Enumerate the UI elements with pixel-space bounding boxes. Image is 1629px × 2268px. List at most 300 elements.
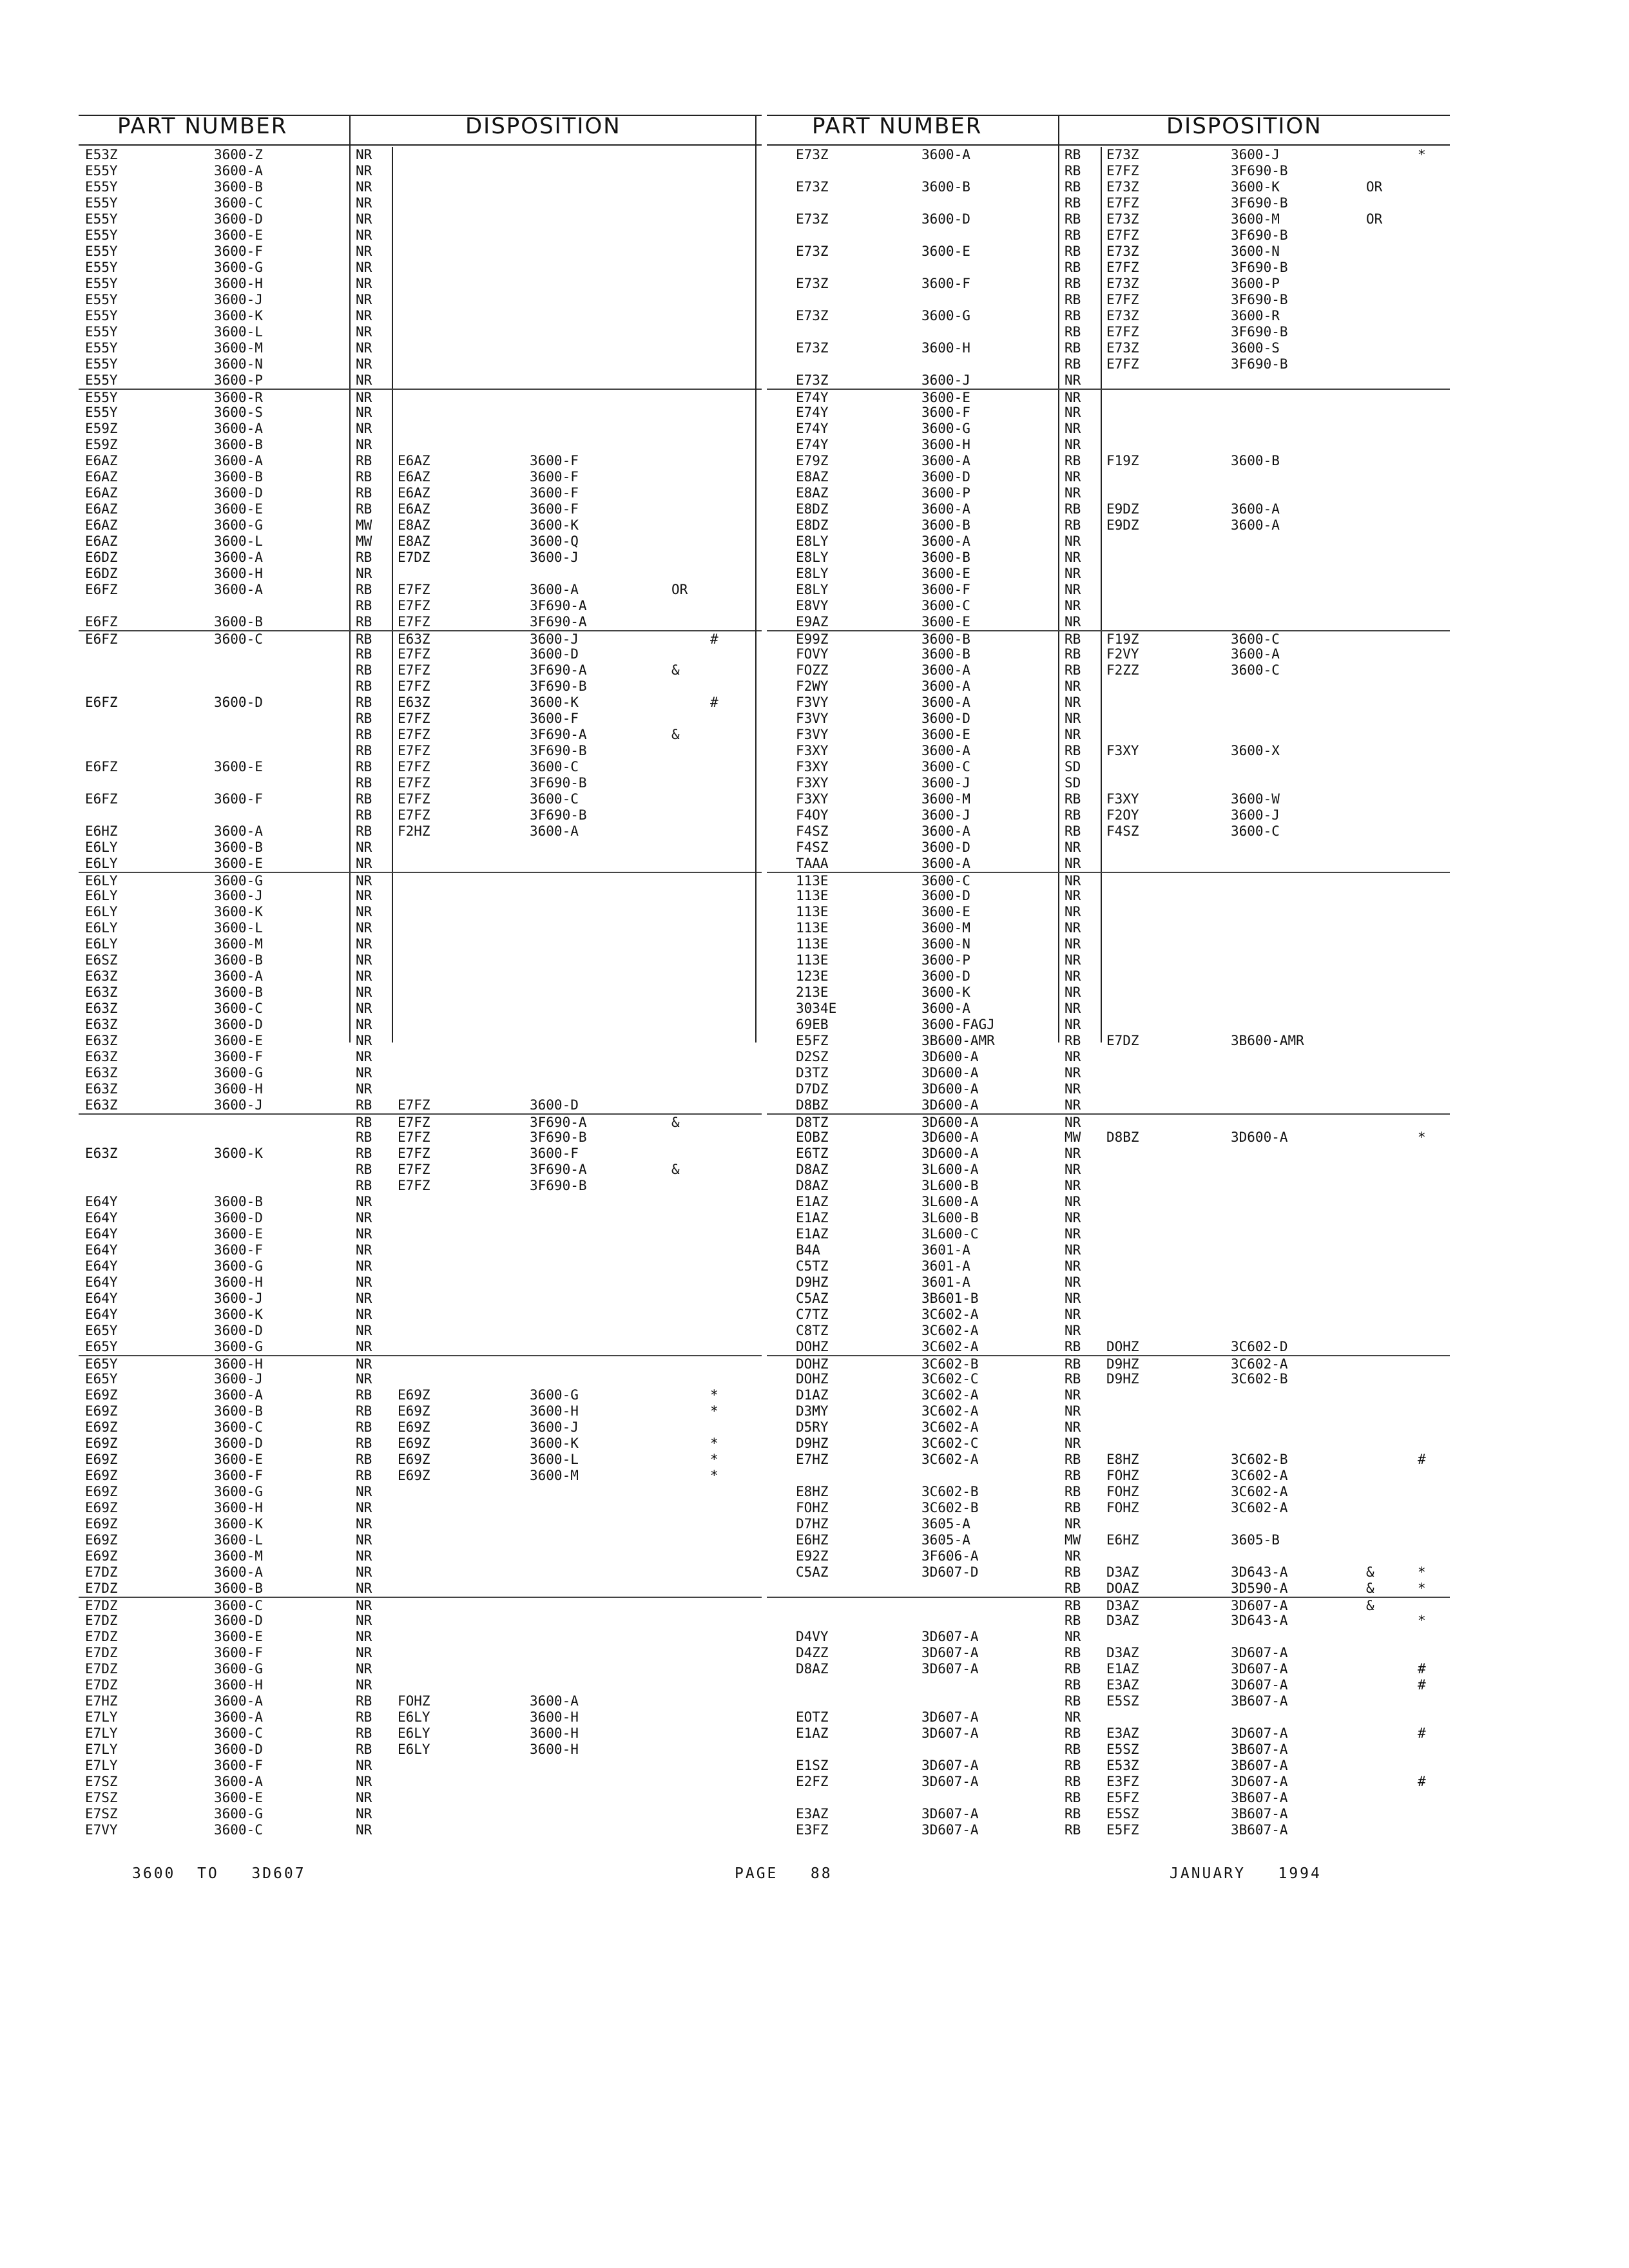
cell-base: 3600-H xyxy=(214,566,263,581)
cell-ref-base: 3F690-B xyxy=(1231,260,1288,275)
cell-base: 3600-A xyxy=(214,1774,263,1789)
cell-base: 3600-G xyxy=(214,873,263,889)
cell-code: NR xyxy=(1065,550,1081,565)
cell-prefix: D7HZ xyxy=(796,1516,829,1532)
cell-ref-prefix: E69Z xyxy=(398,1436,430,1451)
cell-prefix: F3VY xyxy=(796,695,829,710)
cell-base: 3600-B xyxy=(214,985,263,1000)
table-row xyxy=(767,227,1450,244)
cell-prefix: E55Y xyxy=(85,292,118,307)
cell-code: NR xyxy=(1065,1403,1081,1419)
cell-prefix: D8TZ xyxy=(796,1115,829,1130)
cell-code: NR xyxy=(356,195,372,211)
cell-prefix: E63Z xyxy=(85,1081,118,1097)
cell-base: 3600-A xyxy=(214,582,263,597)
cell-prefix: D9HZ xyxy=(796,1436,829,1451)
cell-ref-prefix: FOHZ xyxy=(1106,1468,1139,1483)
cell-ref-base: 3C602-A xyxy=(1231,1500,1288,1515)
cell-ref-base: 3F690-B xyxy=(1231,195,1288,211)
cell-base: 3C602-A xyxy=(921,1387,979,1403)
table-row xyxy=(79,1452,762,1468)
cell-ref-prefix: E69Z xyxy=(398,1387,430,1403)
cell-code: RB xyxy=(1065,1581,1081,1596)
cell-prefix: D8AZ xyxy=(796,1178,829,1193)
cell-ref-base: 3F690-B xyxy=(1231,324,1288,340)
cell-code: NR xyxy=(356,1339,372,1354)
table-row xyxy=(79,1661,762,1677)
cell-prefix: E7DZ xyxy=(85,1645,118,1660)
cell-code: RB xyxy=(1065,501,1081,517)
table-row xyxy=(767,1274,1450,1291)
cell-prefix: D8AZ xyxy=(796,1162,829,1177)
cell-code: NR xyxy=(356,1516,372,1532)
cell-ref-prefix: F4SZ xyxy=(1106,823,1139,839)
cell-prefix: E7DZ xyxy=(85,1677,118,1693)
cell-prefix: E1AZ xyxy=(796,1194,829,1209)
table-row xyxy=(79,856,762,872)
cell-base: 3600-D xyxy=(921,840,970,855)
table-row xyxy=(79,324,762,340)
table-row xyxy=(767,1468,1450,1484)
cell-code: RB xyxy=(1065,1790,1081,1805)
cell-ref-prefix: E1AZ xyxy=(1106,1661,1139,1677)
cell-base: 3600-J xyxy=(214,888,263,903)
table-row xyxy=(79,1742,762,1758)
cell-base: 3600-A xyxy=(214,453,263,468)
table-row xyxy=(79,211,762,227)
cell-prefix: E3FZ xyxy=(796,1822,829,1838)
cell-prefix: E9AZ xyxy=(796,614,829,629)
cell-code: RB xyxy=(356,1403,372,1419)
part-number-header: PART NUMBER xyxy=(812,113,983,139)
table-row xyxy=(767,1307,1450,1323)
cell-base: 3C602-C xyxy=(921,1371,979,1387)
cell-prefix: E6AZ xyxy=(85,533,118,549)
cell-prefix: E7SZ xyxy=(85,1806,118,1821)
cell-ref-base: 3600-A xyxy=(1231,517,1280,533)
cell-code: RB xyxy=(1065,1742,1081,1757)
table-row xyxy=(79,1387,762,1403)
table-row xyxy=(79,195,762,211)
cell-ref-prefix: E7FZ xyxy=(398,582,430,597)
table-row xyxy=(767,1194,1450,1210)
cell-ref-base: 3600-W xyxy=(1231,791,1280,807)
cell-base: 3D607-A xyxy=(921,1661,979,1677)
cell-base: 3D607-D xyxy=(921,1564,979,1580)
table-row xyxy=(767,1436,1450,1452)
cell-ref-base: 3600-D xyxy=(530,646,579,662)
cell-base: 3600-B xyxy=(214,1581,263,1596)
table-row xyxy=(79,1758,762,1774)
cell-ref-base: 3600-F xyxy=(530,501,579,517)
cell-ref-prefix: E8AZ xyxy=(398,517,430,533)
cell-base: 3600-E xyxy=(921,614,970,629)
cell-base: 3600-D xyxy=(921,469,970,485)
cell-note: * xyxy=(1418,1613,1426,1628)
cell-base: 3605-A xyxy=(921,1532,970,1548)
cell-base: 3D607-A xyxy=(921,1709,979,1725)
cell-code: RB xyxy=(1065,1725,1081,1741)
cell-base: 3D600-A xyxy=(921,1115,979,1130)
cell-note: * xyxy=(710,1403,718,1419)
cell-base: 3600-B xyxy=(921,631,970,647)
cell-code: NR xyxy=(356,1323,372,1338)
cell-ref-base: 3600-A xyxy=(1231,501,1280,517)
cell-base: 3600-H xyxy=(921,437,970,452)
cell-code: NR xyxy=(1065,936,1081,952)
cell-code: NR xyxy=(1065,1419,1081,1435)
cell-prefix: E63Z xyxy=(85,968,118,984)
cell-code: NR xyxy=(356,1581,372,1596)
table-row xyxy=(767,1291,1450,1307)
cell-ref-base: 3600-N xyxy=(1231,244,1280,259)
cell-ref-prefix: E7DZ xyxy=(1106,1033,1139,1048)
table-row xyxy=(767,646,1450,662)
cell-base: 3600-M xyxy=(214,1548,263,1564)
cell-prefix: D4VY xyxy=(796,1629,829,1644)
cell-ref-prefix: E3AZ xyxy=(1106,1725,1139,1741)
cell-code: SD xyxy=(1065,759,1081,774)
cell-prefix: E8DZ xyxy=(796,501,829,517)
cell-base: 3600-J xyxy=(921,775,970,791)
cell-prefix: E7DZ xyxy=(85,1629,118,1644)
cell-code: NR xyxy=(356,276,372,291)
cell-code: RB xyxy=(1065,662,1081,678)
cell-ref-prefix: D8BZ xyxy=(1106,1129,1139,1145)
cell-ref-base: 3F690-A xyxy=(530,598,587,613)
cell-code: RB xyxy=(356,646,372,662)
cell-code: NR xyxy=(1065,405,1081,420)
cell-base: 3600-B xyxy=(921,179,970,195)
table-row xyxy=(767,1129,1450,1146)
cell-prefix: E69Z xyxy=(85,1436,118,1451)
table-row xyxy=(767,550,1450,566)
cell-prefix: E6DZ xyxy=(85,566,118,581)
cell-code: NR xyxy=(356,1226,372,1242)
cell-ref-prefix: E7FZ xyxy=(398,791,430,807)
cell-prefix: FOZZ xyxy=(796,662,829,678)
cell-base: 3600-E xyxy=(214,1629,263,1644)
cell-ref-prefix: E7FZ xyxy=(398,1115,430,1130)
cell-code: NR xyxy=(356,1758,372,1773)
table-row xyxy=(79,227,762,244)
cell-prefix: E74Y xyxy=(796,421,829,436)
cell-code: NR xyxy=(356,1258,372,1274)
cell-prefix: E7VY xyxy=(85,1822,118,1838)
table-row xyxy=(79,823,762,840)
cell-code: NR xyxy=(356,163,372,178)
table-row xyxy=(79,1806,762,1822)
cell-ref-prefix: D3AZ xyxy=(1106,1598,1139,1613)
cell-ref-base: 3600-R xyxy=(1231,308,1280,323)
table-row xyxy=(767,211,1450,227)
cell-code: RB xyxy=(1065,1661,1081,1677)
table-row xyxy=(767,485,1450,501)
table-row xyxy=(767,1210,1450,1226)
cell-prefix: E55Y xyxy=(85,195,118,211)
cell-code: RB xyxy=(356,469,372,485)
table-row xyxy=(767,1323,1450,1339)
cell-prefix: E7DZ xyxy=(85,1613,118,1628)
cell-base: 3600-B xyxy=(214,437,263,452)
table-row xyxy=(767,630,1450,648)
cell-base: 3600-H xyxy=(214,1356,263,1372)
cell-base: 3D607-A xyxy=(921,1774,979,1789)
table-row xyxy=(767,1097,1450,1113)
cell-code: RB xyxy=(1065,1598,1081,1613)
cell-ref-prefix: E8AZ xyxy=(398,533,430,549)
table-row xyxy=(767,1581,1450,1597)
cell-code: NR xyxy=(356,1677,372,1693)
cell-base: 3600-R xyxy=(214,390,263,405)
cell-base: 3600-L xyxy=(214,920,263,936)
cell-ref-prefix: E73Z xyxy=(1106,308,1139,323)
table-row xyxy=(767,1742,1450,1758)
cell-prefix: E63Z xyxy=(85,1033,118,1048)
cell-ref-prefix: E5FZ xyxy=(1106,1822,1139,1838)
cell-base: 3D607-A xyxy=(921,1758,979,1773)
cell-note: * xyxy=(710,1452,718,1467)
cell-prefix: E6AZ xyxy=(85,501,118,517)
cell-code: RB xyxy=(356,1725,372,1741)
cell-code: NR xyxy=(356,372,372,388)
cell-code: RB xyxy=(356,791,372,807)
cell-prefix: E69Z xyxy=(85,1452,118,1467)
table-row xyxy=(79,260,762,276)
cell-prefix: E6AZ xyxy=(85,469,118,485)
cell-base: 3D600-A xyxy=(921,1065,979,1081)
cell-base: 3C602-A xyxy=(921,1403,979,1419)
cell-base: 3600-G xyxy=(214,1065,263,1081)
cell-code: NR xyxy=(356,1356,372,1372)
table-row xyxy=(79,1081,762,1097)
cell-code: NR xyxy=(356,1629,372,1644)
cell-prefix: E1SZ xyxy=(796,1758,829,1773)
cell-base: 3600-E xyxy=(921,244,970,259)
table-row xyxy=(79,711,762,727)
cell-ref-prefix: E7FZ xyxy=(398,711,430,726)
cell-prefix: E74Y xyxy=(796,405,829,420)
cell-base: 3600-H xyxy=(214,1677,263,1693)
cell-ref-prefix: FOHZ xyxy=(1106,1484,1139,1499)
table-row xyxy=(79,1629,762,1645)
cell-prefix: E6FZ xyxy=(85,791,118,807)
cell-ref-prefix: DOAZ xyxy=(1106,1581,1139,1596)
cell-base: 3600-C xyxy=(214,631,263,647)
cell-prefix: E63Z xyxy=(85,1097,118,1113)
cell-base: 3600-G xyxy=(214,1484,263,1499)
cell-base: 3600-E xyxy=(214,759,263,774)
cell-ref-prefix: F19Z xyxy=(1106,631,1139,647)
cell-prefix: E69Z xyxy=(85,1419,118,1435)
cell-prefix: E69Z xyxy=(85,1500,118,1515)
table-row xyxy=(767,1049,1450,1065)
cell-base: 3600-C xyxy=(214,1419,263,1435)
cell-base: 3L600-C xyxy=(921,1226,979,1242)
table-row xyxy=(767,469,1450,485)
cell-prefix: 113E xyxy=(796,904,829,919)
cell-base: 3600-M xyxy=(921,920,970,936)
table-row xyxy=(79,566,762,582)
table-row xyxy=(767,1677,1450,1693)
cell-ref-prefix: F2HZ xyxy=(398,823,430,839)
table-row xyxy=(767,501,1450,517)
table-row xyxy=(767,517,1450,533)
table-row xyxy=(79,179,762,195)
cell-ref-base: 3600-K xyxy=(1231,179,1280,195)
cell-prefix: E6LY xyxy=(85,936,118,952)
table-row xyxy=(767,308,1450,324)
cell-note: # xyxy=(1418,1677,1426,1693)
cell-code: MW xyxy=(356,533,372,549)
cell-prefix: E6LY xyxy=(85,840,118,855)
cell-base: 3600-A xyxy=(921,662,970,678)
cell-prefix: E6DZ xyxy=(85,550,118,565)
cell-ref-prefix: E7FZ xyxy=(398,1129,430,1145)
cell-base: 3600-A xyxy=(921,743,970,758)
cell-prefix: E65Y xyxy=(85,1339,118,1354)
cell-code: RB xyxy=(356,1742,372,1757)
cell-prefix: E63Z xyxy=(85,1049,118,1064)
table-row xyxy=(767,1597,1450,1614)
cell-code: RB xyxy=(356,1387,372,1403)
table-row xyxy=(767,147,1450,163)
table-row xyxy=(79,1355,762,1372)
cell-prefix: E55Y xyxy=(85,405,118,420)
cell-base: 3600-C xyxy=(921,759,970,774)
cell-code: RB xyxy=(356,485,372,501)
cell-prefix: E73Z xyxy=(796,211,829,227)
cell-base: 3600-E xyxy=(214,501,263,517)
table-row xyxy=(79,582,762,598)
cell-code: RB xyxy=(1065,356,1081,372)
table-row xyxy=(767,1081,1450,1097)
cell-and-or: & xyxy=(1366,1564,1374,1580)
cell-base: 3600-N xyxy=(214,356,263,372)
cell-code: RB xyxy=(1065,1806,1081,1821)
cell-base: 3600-C xyxy=(921,873,970,889)
cell-code: NR xyxy=(1065,711,1081,726)
table-row xyxy=(79,872,762,889)
cell-base: 3600-A xyxy=(921,695,970,710)
cell-base: 3600-E xyxy=(214,1790,263,1805)
table-row xyxy=(767,340,1450,356)
table-row xyxy=(767,904,1450,920)
cell-ref-base: 3F690-B xyxy=(530,807,587,823)
table-row xyxy=(79,1258,762,1274)
cell-prefix: E55Y xyxy=(85,260,118,275)
cell-ref-prefix: E5SZ xyxy=(1106,1806,1139,1821)
cell-prefix: 113E xyxy=(796,936,829,952)
cell-ref-prefix: D9HZ xyxy=(1106,1371,1139,1387)
cell-code: NR xyxy=(1065,1436,1081,1451)
cell-base: 3600-F xyxy=(214,791,263,807)
cell-base: 3600-G xyxy=(214,517,263,533)
cell-code: NR xyxy=(356,1049,372,1064)
cell-code: NR xyxy=(356,1774,372,1789)
cell-base: 3D600-A xyxy=(921,1097,979,1113)
cell-ref-base: 3D607-A xyxy=(1231,1725,1288,1741)
cell-ref-base: 3600-P xyxy=(1231,276,1280,291)
cell-ref-base: 3D607-A xyxy=(1231,1661,1288,1677)
cell-prefix: E59Z xyxy=(85,421,118,436)
table-row xyxy=(79,1581,762,1597)
cell-code: NR xyxy=(356,211,372,227)
table-row xyxy=(767,856,1450,872)
cell-code: NR xyxy=(1065,390,1081,405)
cell-prefix: DOHZ xyxy=(796,1356,829,1372)
cell-prefix: EOBZ xyxy=(796,1129,829,1145)
cell-ref-base: 3B607-A xyxy=(1231,1693,1288,1709)
table-row xyxy=(79,163,762,179)
table-row xyxy=(767,1629,1450,1645)
cell-code: RB xyxy=(1065,1822,1081,1838)
cell-code: NR xyxy=(356,356,372,372)
cell-ref-prefix: E73Z xyxy=(1106,179,1139,195)
cell-prefix: E69Z xyxy=(85,1516,118,1532)
cell-ref-base: 3605-B xyxy=(1231,1532,1280,1548)
cell-code: RB xyxy=(356,1178,372,1193)
cell-code: NR xyxy=(356,1598,372,1613)
table-row xyxy=(767,614,1450,630)
cell-code: NR xyxy=(356,260,372,275)
table-row xyxy=(767,437,1450,453)
table-row xyxy=(79,662,762,678)
cell-ref-base: 3B607-A xyxy=(1231,1758,1288,1773)
cell-code: NR xyxy=(356,1242,372,1258)
cell-code: RB xyxy=(1065,308,1081,323)
cell-prefix: D1AZ xyxy=(796,1387,829,1403)
table-row xyxy=(79,1049,762,1065)
cell-code: NR xyxy=(1065,1242,1081,1258)
cell-ref-base: 3600-H xyxy=(530,1742,579,1757)
cell-code: RB xyxy=(356,1097,372,1113)
cell-code: NR xyxy=(1065,985,1081,1000)
table-row xyxy=(767,195,1450,211)
cell-ref-base: 3C602-A xyxy=(1231,1356,1288,1372)
cell-ref-prefix: E5SZ xyxy=(1106,1742,1139,1757)
table-row xyxy=(767,1403,1450,1419)
cell-ref-prefix: FOHZ xyxy=(398,1693,430,1709)
cell-base: 3600-E xyxy=(214,1452,263,1467)
table-row xyxy=(767,1548,1450,1564)
table-row xyxy=(767,807,1450,823)
cell-code: NR xyxy=(1065,469,1081,485)
cell-prefix: E7DZ xyxy=(85,1661,118,1677)
cell-code: NR xyxy=(1065,1178,1081,1193)
cell-code: NR xyxy=(1065,1210,1081,1225)
table-row xyxy=(79,775,762,791)
table-row xyxy=(79,598,762,614)
cell-code: NR xyxy=(356,840,372,855)
table-row xyxy=(767,1226,1450,1242)
cell-ref-prefix: E9DZ xyxy=(1106,517,1139,533)
table-row xyxy=(79,1323,762,1339)
cell-base: 3600-F xyxy=(214,244,263,259)
table-row xyxy=(767,292,1450,308)
cell-base: 3600-C xyxy=(214,1725,263,1741)
cell-ref-prefix: E7FZ xyxy=(1106,163,1139,178)
table-row xyxy=(79,1371,762,1387)
table-row xyxy=(79,614,762,630)
cell-ref-base: 3F690-B xyxy=(530,743,587,758)
cell-prefix: E64Y xyxy=(85,1210,118,1225)
table-row xyxy=(767,727,1450,743)
table-row xyxy=(79,1516,762,1532)
cell-code: NR xyxy=(1065,1291,1081,1306)
table-row xyxy=(767,1339,1450,1355)
table-row xyxy=(79,485,762,501)
